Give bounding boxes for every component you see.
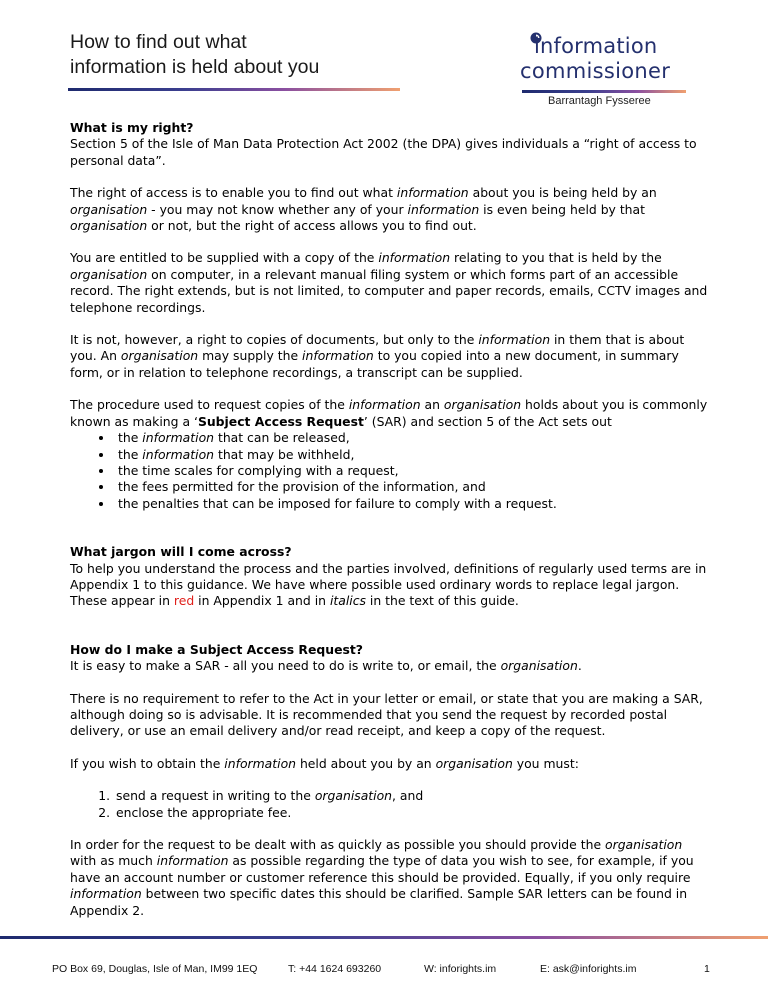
paragraph-entitled-copy: You are entitled to be supplied with a copy of the information relating to you that is held by the organisation on computer, in a relevant manual filing system or which forms part of an accessible record. The right extends, but is not limited, to computer and paper records, emails, CCTV images and telephone recordings. xyxy=(70,250,708,315)
footer-phone: T: +44 1624 693260 xyxy=(288,963,382,975)
logo-divider xyxy=(522,90,686,93)
logo-text-information: information xyxy=(534,34,658,58)
paragraph-no-requirement: There is no requirement to refer to the Act in your letter or email, or state that you are making a SAR, although doing so is advisable. It is recommended that you send the request by recorded postal delivery, or use an email delivery and/or read receipt, and keep a copy of the request. xyxy=(70,690,703,739)
procedure-bullet-list xyxy=(70,430,710,512)
footer-email: E: ask@inforights.im xyxy=(540,963,637,975)
document-body xyxy=(70,120,710,935)
paragraph-procedure: The procedure used to request copies of the information an organisation holds about you is commonly known as making a ‘Subject Access Request’ (SAR) and section 5 of the Act sets out xyxy=(70,397,708,429)
footer-website: W: inforights.im xyxy=(424,963,497,975)
heading-what-is-my-right: What is my right? xyxy=(70,120,194,135)
information-commissioner-logo xyxy=(518,24,718,108)
page-number: 1 xyxy=(704,963,710,975)
paragraph-section-5: Section 5 of the Isle of Man Data Protection Act 2002 (the DPA) gives individuals a “right of access to personal data”. xyxy=(70,136,697,168)
paragraph-provide-info: In order for the request to be dealt with as quickly as possible you should provide the organisation with as much information as possible regarding the type of data you wish to see, for example, if you have an account number or customer reference this should be provided. Equally, if you only require information between two specific dates this should be clarified. Sample SAR letters can be found in Appendix 2. xyxy=(70,837,694,918)
heading-how-to-make-sar: How do I make a Subject Access Request? xyxy=(70,641,363,657)
document-title xyxy=(70,30,490,80)
steps-numbered-list xyxy=(70,788,710,821)
paragraph-right-of-access: The right of access is to enable you to find out what information about you is being held by an organisation - you may not know whether any of your information is even being held by that organisation or not, but the right of access allows you to find out. xyxy=(70,185,657,234)
list-item: • the time scales for complying with a request, xyxy=(114,463,710,479)
list-item: • the fees permitted for the provision of the information, and xyxy=(114,479,710,495)
list-item: 1. send a request in writing to the organisation, and xyxy=(114,788,710,804)
logo-subtitle: Barrantagh Fysseree xyxy=(548,95,651,107)
title-line-1: How to find out what xyxy=(70,31,247,53)
list-item: • the information that may be withheld, xyxy=(114,447,710,463)
header-divider xyxy=(68,88,400,91)
footer-address: PO Box 69, Douglas, Isle of Man, IM99 1EQ xyxy=(52,963,258,975)
paragraph-not-documents: It is not, however, a right to copies of documents, but only to the information in them that is about you. An organisation may supply the information to you copied into a new document, in summary form, or in relation to telephone recordings, a transcript can be supplied. xyxy=(70,332,685,380)
logo-text-commissioner: commissioner xyxy=(520,59,671,83)
list-item: • the penalties that can be imposed for failure to comply with a request. xyxy=(114,496,710,512)
list-item: • the information that can be released, xyxy=(114,430,710,446)
paragraph-jargon: To help you understand the process and the parties involved, definitions of regularly used terms are in Appendix 1 to this guidance. We have where possible used ordinary words to replace legal jargon. These appear in red in Appendix 1 and in italics in the text of this guide. xyxy=(70,560,707,609)
heading-jargon: What jargon will I come across? xyxy=(70,544,292,560)
title-line-2: information is held about you xyxy=(70,56,320,78)
paragraph-you-must: If you wish to obtain the information held about you by an organisation you must: xyxy=(70,755,579,771)
paragraph-easy-sar: It is easy to make a SAR - all you need to do is write to, or email, the organisation. xyxy=(70,658,582,674)
list-item: 2. enclose the appropriate fee. xyxy=(114,805,710,821)
footer-divider xyxy=(0,936,768,939)
